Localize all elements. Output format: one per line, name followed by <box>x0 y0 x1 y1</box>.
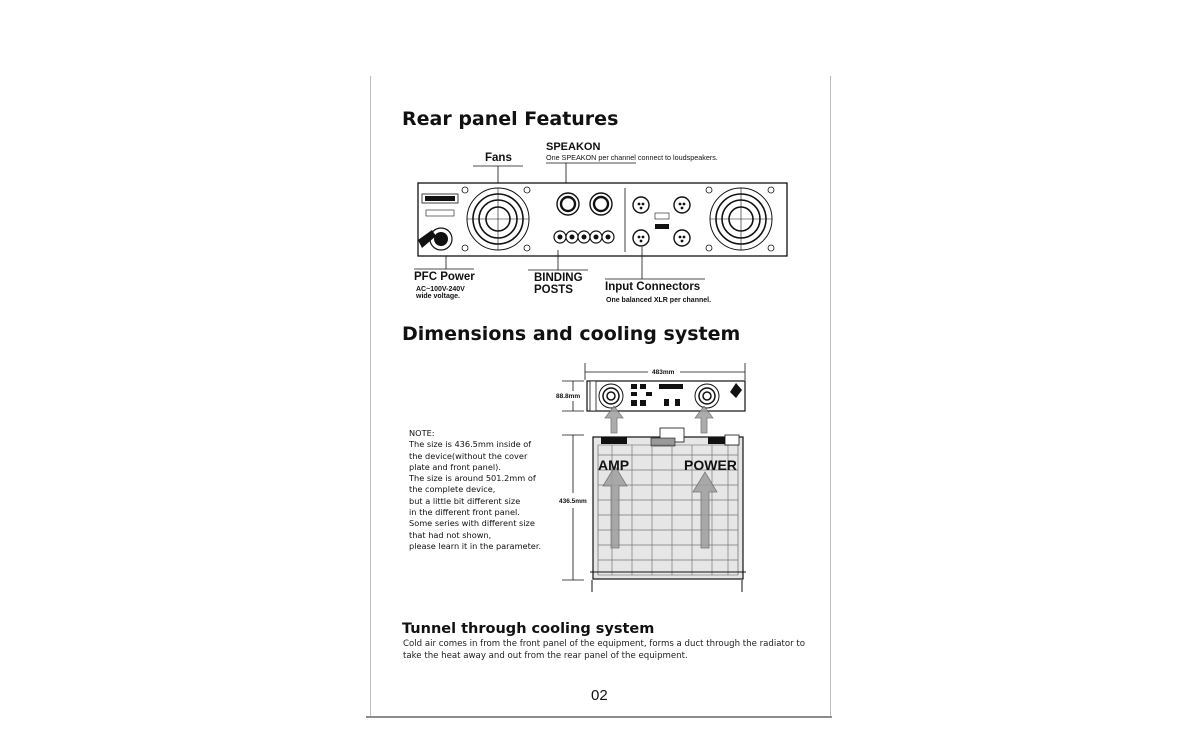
width-dimension: 483mm <box>652 369 675 376</box>
tunnel-desc-line1: Cold air comes in from the front panel of the equipment, forms a duct through the radiator to <box>403 639 806 649</box>
fans-label: Fans <box>485 152 512 164</box>
dimensions-title: Dimensions and cooling system <box>402 323 741 345</box>
note-line: the complete device, <box>409 484 496 495</box>
note-line: please learn it in the parameter. <box>409 540 542 551</box>
note-line: but a little bit different size <box>409 495 521 506</box>
binding-label-line2: POSTS <box>534 284 573 296</box>
power-label: POWER <box>684 457 737 473</box>
note-line: NOTE: <box>409 428 435 438</box>
pfc-power-label: PFC Power <box>414 271 475 283</box>
height-dimension: 88.8mm <box>556 393 581 400</box>
tunnel-cooling-title: Tunnel through cooling system <box>402 621 655 637</box>
dimensions-note <box>409 428 541 552</box>
pfc-desc-line2: wide voltage. <box>416 293 460 300</box>
note-line: the device(without the cover <box>409 450 528 461</box>
page-bottom-edge <box>366 716 832 718</box>
speakon-description: One SPEAKON per channel connect to loudspeakers. <box>546 153 718 162</box>
depth-dimension: 436.5mm <box>559 498 587 505</box>
note-line: The size is around 501.2mm of <box>409 473 536 484</box>
input-connectors-desc: One balanced XLR per channel. <box>606 297 712 304</box>
pfc-desc-line1: AC~100V-240V <box>416 286 465 293</box>
note-line: The size is 436.5mm inside of <box>409 439 532 450</box>
tunnel-desc-line2: take the heat away and out from the rear panel of the equipment. <box>403 650 688 661</box>
note-line: plate and front panel). <box>409 461 501 472</box>
input-connectors-label: Input Connectors <box>605 281 701 293</box>
note-line: that had not shown, <box>409 529 492 540</box>
rear-panel-title: Rear panel Features <box>402 108 619 130</box>
page-number: 02 <box>591 687 608 704</box>
note-line: Some series with different size <box>409 518 535 529</box>
note-line: in the different front panel. <box>409 507 520 518</box>
tunnel-cooling-description <box>403 639 805 662</box>
speakon-label: SPEAKON <box>546 141 601 153</box>
binding-label-line1: BINDING <box>534 272 583 284</box>
amp-label: AMP <box>598 457 630 473</box>
